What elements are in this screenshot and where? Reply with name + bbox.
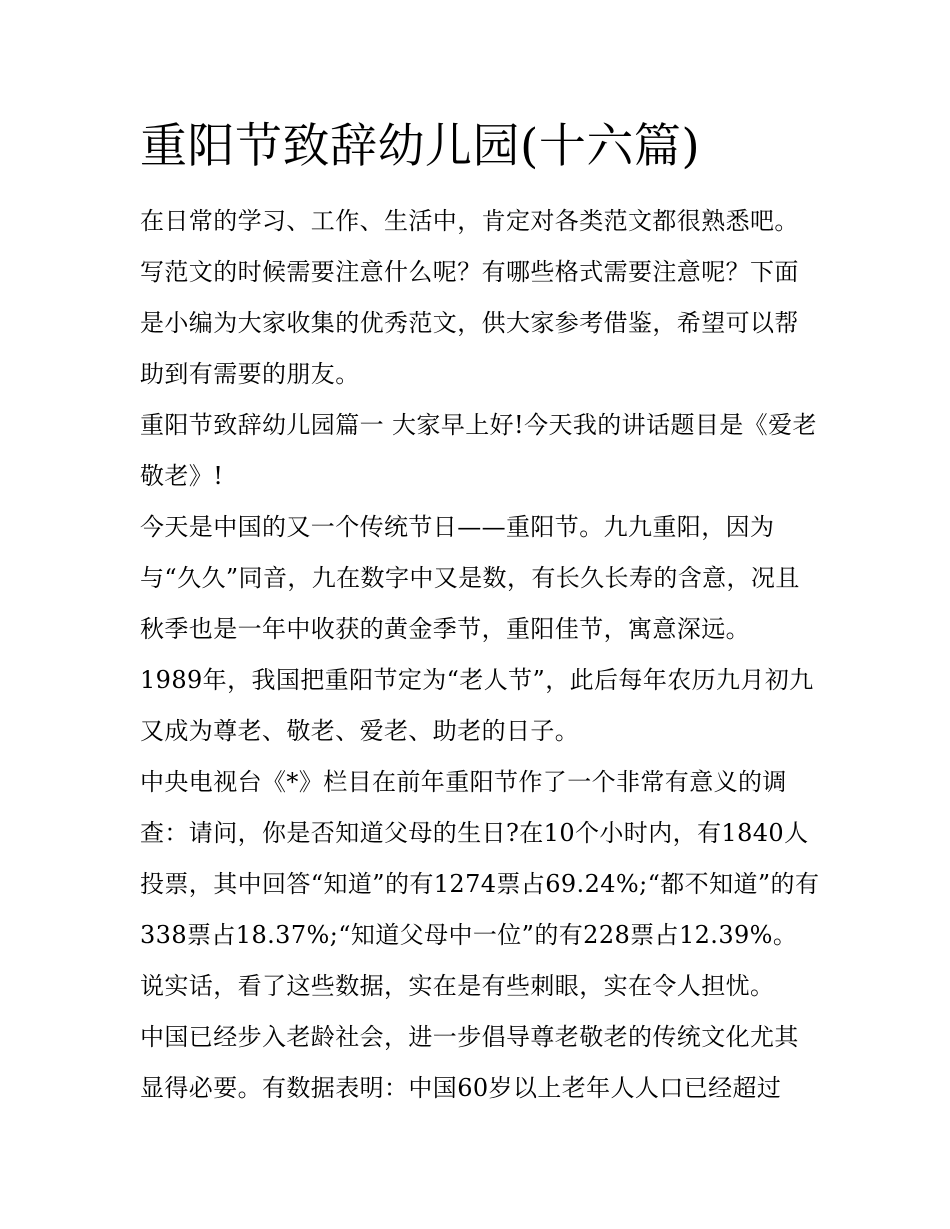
document-body <box>140 196 820 1114</box>
paragraph-intro: 在日常的学习、工作、生活中，肯定对各类范文都很熟悉吧。写范文的时候需要注意什么呢？有哪些格式需要注意呢？下面是小编为大家收集的优秀范文，供大家参考借鉴，希望可以帮助到有需要的朋友。 <box>140 207 799 388</box>
paragraph-seniors-day: 1989年，我国把重阳节定为“老人节”，此后每年农历九月初九又成为尊老、敬老、爱老、助老的日子。 <box>140 666 814 745</box>
paragraph-festival: 今天是中国的又一个传统节日——重阳节。九九重阳，因为与“久久”同音，九在数字中又是数，有长久长寿的含意，况且秋季也是一年中收获的黄金季节，重阳佳节，寓意深远。 <box>140 513 800 643</box>
paragraph-greeting: 重阳节致辞幼儿园篇一 大家早上好!今天我的讲话题目是《爱老敬老》! <box>140 411 817 490</box>
document-title: 重阳节致辞幼儿园(十六篇) <box>140 119 701 174</box>
paragraph-survey: 中央电视台《*》栏目在前年重阳节作了一个非常有意义的调查：请问，你是否知道父母的生日?在10个小时内，有1840人投票，其中回答“知道”的有1274票占69.24%;“都不知道”的有338票占18.37%;“知道父母中一位”的有228票占12.39%。说实话，看了这些数据，实在是有些刺眼，实在令人担忧。 <box>140 768 820 1000</box>
paragraph-aging-society: 中国已经步入老龄社会，进一步倡导尊老敬老的传统文化尤其显得必要。有数据表明：中国60岁以上老年人人口已经超过 <box>140 1023 799 1102</box>
